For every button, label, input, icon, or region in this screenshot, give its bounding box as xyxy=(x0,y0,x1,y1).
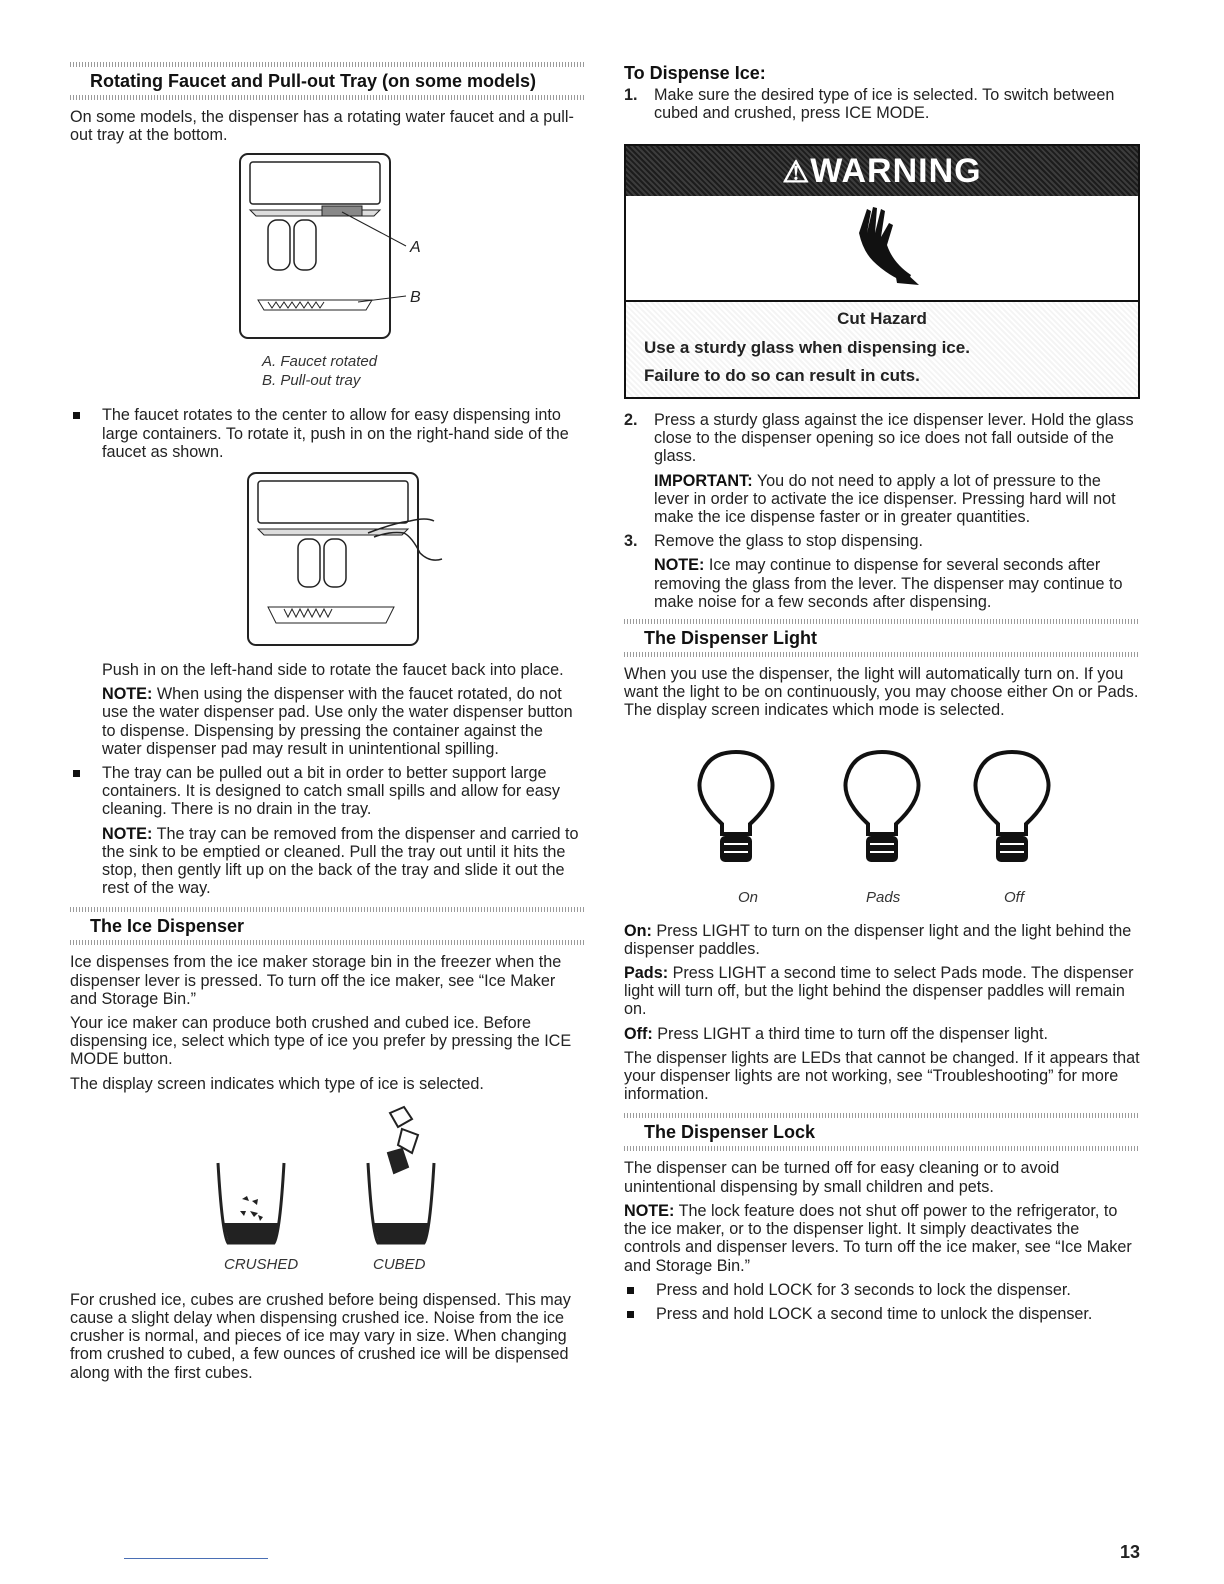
cut-hazard-area xyxy=(626,196,1138,302)
bullet-unlock: Press and hold LOCK a second time to unlock the dispenser. xyxy=(656,1304,1093,1323)
section-rule xyxy=(624,1146,1140,1151)
pads-label: Pads: xyxy=(624,964,669,983)
lock-note xyxy=(624,1202,1140,1275)
step3-text: Remove the glass to stop dispensing. xyxy=(654,532,924,551)
crushed-ice-icon xyxy=(218,1163,284,1243)
ice-p4: For crushed ice, cubes are crushed before being dispensed. This may cause a slight delay when dispensing crushed ice. Noise from the ice crusher is normal, and pieces of ice may vary in size. When changing from crushed to cubed, a few ounces of crushed ice will be dispensed along with the first cubes. xyxy=(70,1290,571,1382)
list-item xyxy=(624,411,1140,466)
rotating-intro: On some models, the dispenser has a rotating water faucet and a pull-out tray at the bottom. xyxy=(70,108,574,145)
list-item xyxy=(624,86,1140,122)
footer-line xyxy=(124,1558,268,1559)
section-rule xyxy=(70,62,586,67)
warning-line-2: Failure to do so can result in cuts. xyxy=(644,365,920,385)
light-off xyxy=(624,1025,1140,1043)
light-mode-captions xyxy=(624,888,1140,908)
warning-banner xyxy=(626,146,1138,196)
rotating-heading: Rotating Faucet and Pull-out Tray (on some models) xyxy=(90,71,537,91)
list-item xyxy=(70,764,586,819)
bullet-tray: The tray can be pulled out a bit in order to better support large containers. It is designed to catch small spills and allow for easy cleaning. There is no drain in the tray. xyxy=(102,764,560,819)
list-item xyxy=(624,532,1140,550)
list-item xyxy=(624,1305,1140,1323)
pads-text: Press LIGHT a second time to select Pads mode. The dispenser light will turn off, but the light behind the dispenser paddles will remain on. xyxy=(624,964,1134,1019)
light-led: The dispenser lights are LEDs that cannot be changed. If it appears that your dispenser lights are not working, see “Troubleshooting” for more information. xyxy=(624,1048,1140,1104)
off-label: Off: xyxy=(624,1024,653,1043)
section-rule xyxy=(624,1113,1140,1118)
step-number: 3. xyxy=(624,532,638,551)
step2-text: Press a sturdy glass against the ice dispenser lever. Hold the glass close to the dispenser opening so ice does not fall outside of the glass. xyxy=(654,411,1134,466)
label-b: B xyxy=(410,289,421,307)
lock-p1: The dispenser can be turned off for easy cleaning or to avoid unintentional dispensing by small children and pets. xyxy=(624,1159,1060,1196)
light-pads xyxy=(624,964,1140,1019)
label-a: A xyxy=(410,239,421,257)
off-text: Press LIGHT a third time to turn off the dispenser light. xyxy=(652,1024,1049,1043)
light-mode-icons xyxy=(692,748,1072,888)
faucet-rotated-illustration xyxy=(208,150,448,350)
ice-dispenser-heading: The Ice Dispenser xyxy=(90,916,245,937)
warning-line-1: Use a sturdy glass when dispensing ice. xyxy=(644,337,970,357)
left-column xyxy=(70,62,586,1388)
ice-p2: Your ice maker can produce both crushed and cubed ice. Before dispensing ice, select which type of ice you prefer by pressing the ICE MODE button. xyxy=(70,1014,572,1069)
section-rule xyxy=(70,940,586,945)
right-column xyxy=(624,62,1140,1329)
caption-pull-out-tray: B. Pull-out tray xyxy=(262,372,361,390)
caption-pads: Pads xyxy=(866,888,901,906)
ice-p1: Ice dispenses from the ice maker storage bin in the freezer when the dispenser lever is pressed. To turn off the ice maker, see “Ice Maker and Storage Bin.” xyxy=(70,953,562,1008)
section-rule xyxy=(70,907,586,912)
light-on xyxy=(624,922,1140,958)
warning-title: Cut Hazard xyxy=(837,309,927,329)
important-note xyxy=(654,472,1140,527)
list-item xyxy=(70,406,586,461)
ice-p3: The display screen indicates which type of ice is selected. xyxy=(70,1074,484,1093)
note-label: NOTE: xyxy=(102,824,153,843)
on-text: Press LIGHT to turn on the dispenser light and the light behind the dispenser paddles. xyxy=(624,921,1132,958)
light-bulb-icon xyxy=(975,752,1048,862)
caption-off: Off xyxy=(1004,888,1025,906)
note-tray-text: The tray can be removed from the dispenser and carried to the sink to be emptied or cleaned. Pull the tray out until it hits the stop, then gently lift up on the back of the tray and slide it out the rest of the way. xyxy=(102,824,579,898)
warning-banner-text: WARNING xyxy=(810,152,982,191)
step-number: 2. xyxy=(624,411,638,430)
cut-hand-icon xyxy=(837,203,927,293)
note-label: NOTE: xyxy=(102,685,153,704)
note-faucet-text: When using the dispenser with the faucet rotated, do not use the water dispenser pad. Use only the water dispenser button to dispense. Dispensing by pressing the container against the water dispenser pad may result in unintentional spilling. xyxy=(102,685,573,758)
note-faucet xyxy=(102,685,586,758)
page-number: 13 xyxy=(1120,1542,1141,1562)
cubed-ice-icon xyxy=(368,1107,434,1243)
step-number: 1. xyxy=(624,86,638,104)
section-rule xyxy=(624,652,1140,657)
warning-box xyxy=(624,144,1140,399)
note-tray xyxy=(102,825,586,898)
ice-mode-icons xyxy=(198,1103,458,1253)
figure-caption xyxy=(262,352,586,390)
light-bulb-icon xyxy=(845,752,918,862)
faucet-push-illustration xyxy=(198,467,458,657)
dispense-ice-heading: To Dispense Ice: xyxy=(624,63,766,83)
warning-text xyxy=(626,302,1138,397)
note-dispense-text: Ice may continue to dispense for several seconds after removing the glass from the lever. The dispenser may continue to make noise for a few seconds after dispensing. xyxy=(654,556,1123,611)
bullet-faucet-rotates: The faucet rotates to the center to allow for easy dispensing into large containers. To rotate it, push in on the right-hand side of the faucet as shown. xyxy=(102,406,569,461)
push-left-text: Push in on the left-hand side to rotate the faucet back into place. xyxy=(102,661,564,680)
caption-cubed: CUBED xyxy=(373,1255,426,1273)
dispenser-light-heading: The Dispenser Light xyxy=(644,628,818,649)
caption-crushed: CRUSHED xyxy=(224,1255,299,1273)
ice-mode-captions xyxy=(70,1255,586,1275)
important-text: You do not need to apply a lot of pressure to the lever in order to activate the ice dispenser. Pressing hard will not make the ice dispense faster or in greater quantities. xyxy=(654,471,1116,527)
light-bulb-icon xyxy=(699,752,772,862)
section-rule xyxy=(70,95,586,100)
note-dispense xyxy=(654,556,1140,611)
step1-text: Make sure the desired type of ice is selected. To switch between cubed and crushed, press ICE MODE. xyxy=(654,86,1115,123)
section-rule xyxy=(624,619,1140,624)
on-label: On: xyxy=(624,921,652,940)
dispenser-lock-heading: The Dispenser Lock xyxy=(644,1122,816,1143)
light-p1: When you use the dispenser, the light will automatically turn on. If you want the light to be on continuously, you may choose either On or Pads. The display screen indicates which mode is selected. xyxy=(624,665,1139,720)
list-item xyxy=(624,1281,1140,1299)
note-label: NOTE: xyxy=(654,556,705,575)
warning-triangle-icon: ⚠ xyxy=(782,156,811,190)
caption-faucet-rotated: A. Faucet rotated xyxy=(262,353,378,371)
note-label: NOTE: xyxy=(624,1201,675,1220)
lock-note-text: The lock feature does not shut off power to the refrigerator, to the ice maker, or to the dispenser light. It simply deactivates the controls and dispenser levers. To turn off the ice maker, see “Ice Maker and Storage Bin.” xyxy=(624,1201,1132,1275)
important-label: IMPORTANT: xyxy=(654,471,753,490)
caption-on: On xyxy=(738,888,759,906)
bullet-lock: Press and hold LOCK for 3 seconds to lock the dispenser. xyxy=(656,1280,1071,1299)
